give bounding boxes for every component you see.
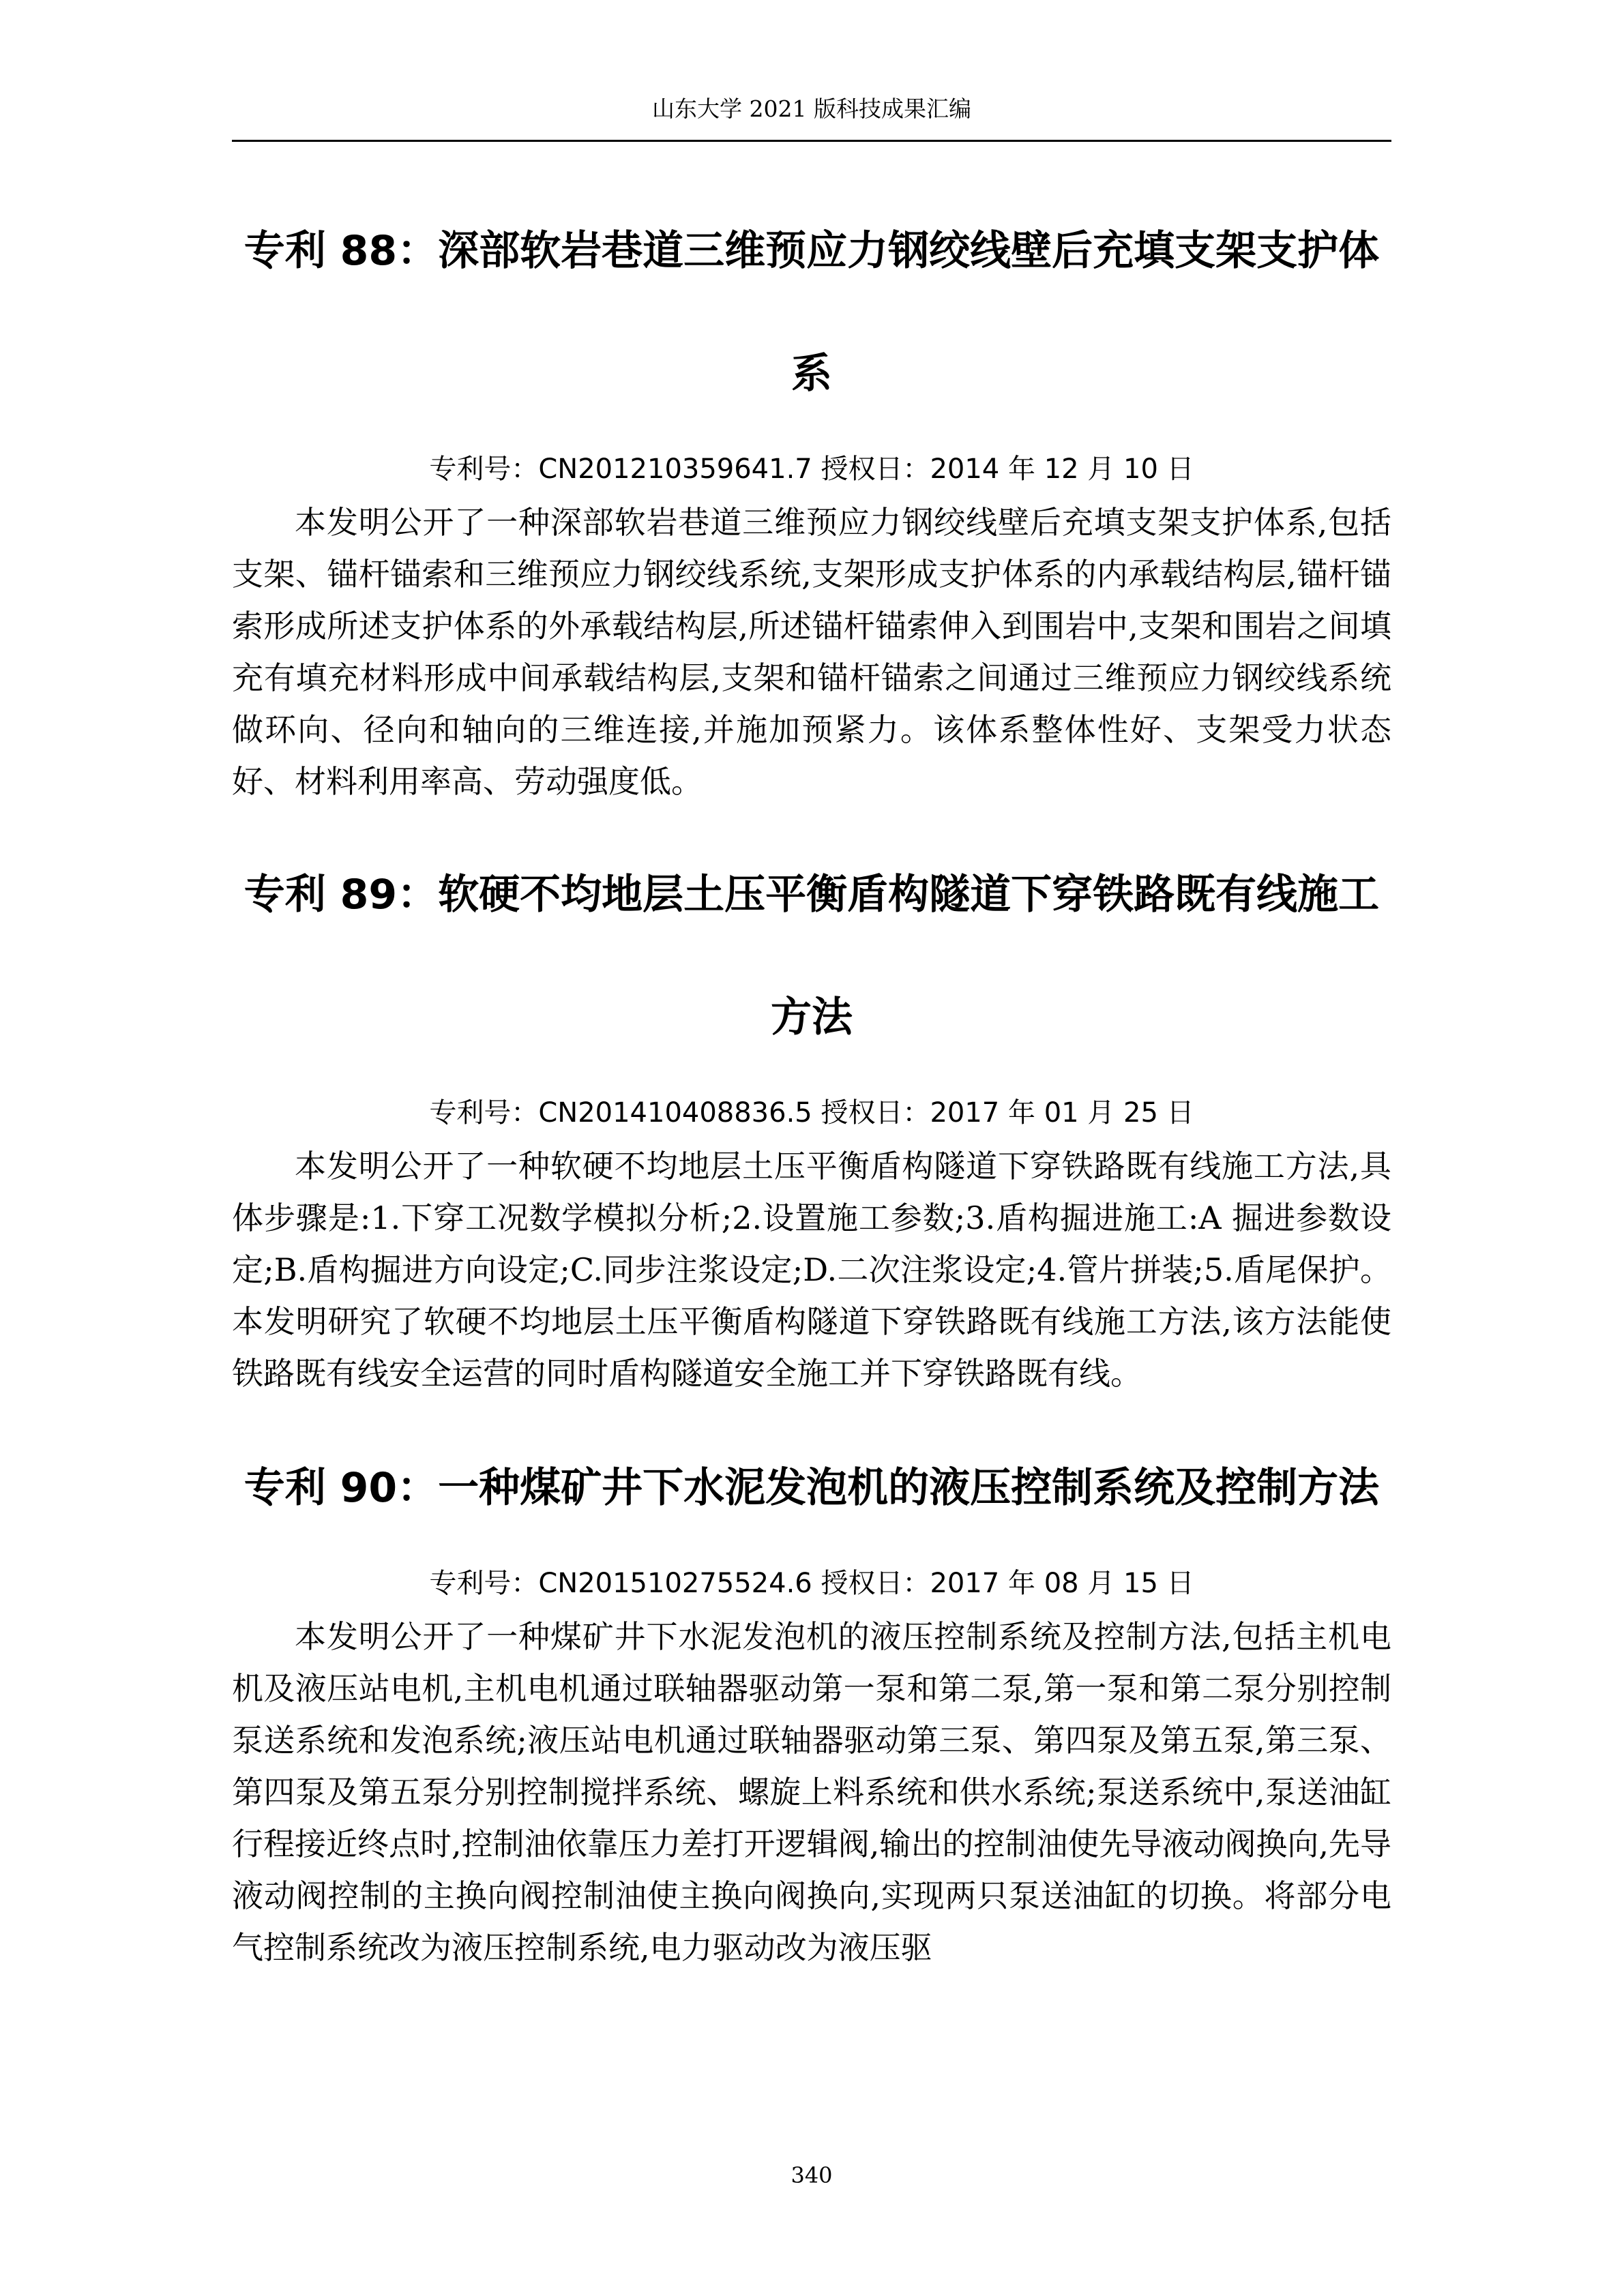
patent-number-and-date: 专利号：CN201210359641.7 授权日：2014 年 12 月 10 日 xyxy=(429,453,1194,485)
patent-abstract: 本发明公开了一种深部软岩巷道三维预应力钢绞线壁后充填支架支护体系,包括支架、锚杆锚索和三维预应力钢绞线系统,支架形成支护体系的内承载结构层,锚杆锚索形成所述支护体系的外承载结构层,所述锚杆锚索伸入到围岩中,支架和围岩之间填充有填充材料形成中间承载结构层,支架和锚杆锚索之间通过三维预应力钢绞线系统做环向、径向和轴向的三维连接,并施加预紧力。该体系整体性好、支架受力状态好、材料利用率高、劳动强度低。 xyxy=(232,504,1391,800)
patent-88 xyxy=(232,190,1391,807)
patent-title: 专利 90：一种煤矿井下水泥发泡机的液压控制系统及控制方法 xyxy=(243,1464,1380,1512)
patent-number-and-date: 专利号：CN201410408836.5 授权日：2017 年 01 月 25 日 xyxy=(429,1097,1194,1129)
patent-89 xyxy=(232,833,1391,1399)
patent-title: 专利 88：深部软岩巷道三维预应力钢绞线壁后充填支架支护体系 xyxy=(243,227,1380,398)
header-divider xyxy=(232,140,1391,142)
patent-abstract: 本发明公开了一种软硬不均地层土压平衡盾构隧道下穿铁路既有线施工方法,具体步骤是:1.下穿工况数学模拟分析;2.设置施工参数;3.盾构掘进施工:A 掘进参数设定;B.盾构掘进方向设定;C.同步注浆设定;D.二次注浆设定;4.管片拼装;5.盾尾保护。本发明研究了软硬不均地层土压平衡盾构隧道下穿铁路既有线施工方法,该方法能使铁路既有线安全运营的同时盾构隧道安全施工并下穿铁路既有线。 xyxy=(232,1148,1391,1392)
patent-title: 专利 89：软硬不均地层土压平衡盾构隧道下穿铁路既有线施工方法 xyxy=(243,871,1380,1041)
page-number: 340 xyxy=(791,2162,833,2188)
patent-abstract: 本发明公开了一种煤矿井下水泥发泡机的液压控制系统及控制方法,包括主机电机及液压站电机,主机电机通过联轴器驱动第一泵和第二泵,第一泵和第二泵分别控制泵送系统和发泡系统;液压站电机通过联轴器驱动第三泵、第四泵及第五泵,第三泵、第四泵及第五泵分别控制搅拌系统、螺旋上料系统和供水系统;泵送系统中,泵送油缸行程接近终点时,控制油依靠压力差打开逻辑阀,输出的控制油使先导液动阀换向,先导液动阀控制的主换向阀控制油使主换向阀换向,实现两只泵送油缸的切换。将部分电气控制系统改为液压控制系统,电力驱动改为液压驱 xyxy=(232,1618,1391,1966)
running-header: 山东大学 2021 版科技成果汇编 xyxy=(652,95,971,122)
patent-90 xyxy=(232,1427,1391,1973)
patent-number-and-date: 专利号：CN201510275524.6 授权日：2017 年 08 月 15 日 xyxy=(429,1568,1194,1599)
